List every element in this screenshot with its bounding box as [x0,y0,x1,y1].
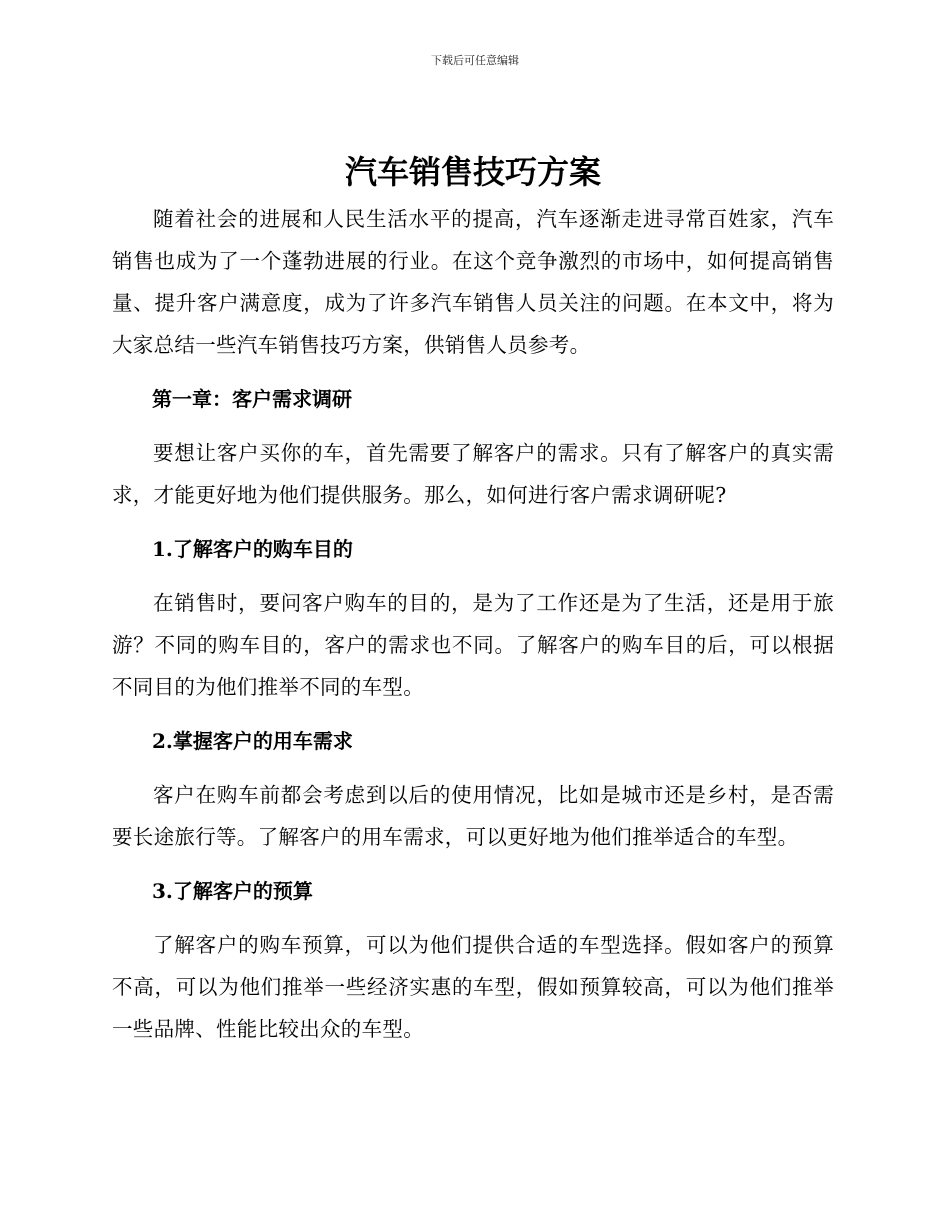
document-title: 汽车销售技巧方案 [344,153,601,191]
chapter-heading: 第一章：客户需求调研 [152,387,352,411]
section-heading-3: 3.了解客户的预算 [152,879,313,903]
section-heading-1: 1.了解客户的购车目的 [152,537,353,561]
section-paragraph-2: 客户在购车前都会考虑到以后的使用情况，比如是城市还是乡村，是否需要长途旅行等。了解客户的用车需求，可以更好地为他们推举适合的车型。 [112,783,834,849]
intro-paragraph: 随着社会的进展和人民生活水平的提高，汽车逐渐走进寻常百姓家，汽车销售也成为了一个蓬勃进展的行业。在这个竞争激烈的市场中，如何提高销售量、提升客户满意度，成为了许多汽车销售人员关注的问题。在本文中，将为大家总结一些汽车销售技巧方案，供销售人员参考。 [112,207,834,357]
chapter-paragraph: 要想让客户买你的车，首先需要了解客户的需求。只有了解客户的真实需求，才能更好地为他们提供服务。那么，如何进行客户需求调研呢? [112,441,834,507]
document-body [112,146,834,1050]
section-paragraph-3: 了解客户的购车预算，可以为他们提供合适的车型选择。假如客户的预算不高，可以为他们推举一些经济实惠的车型，假如预算较高，可以为他们推举一些品牌、性能比较出众的车型。 [112,933,834,1041]
section-paragraph-1: 在销售时，要问客户购车的目的，是为了工作还是为了生活，还是用于旅游？不同的购车目的，客户的需求也不同。了解客户的购车目的后，可以根据不同目的为他们推举不同的车型。 [112,591,834,699]
header-note: 下载后可任意编辑 [431,54,519,67]
section-heading-2: 2.掌握客户的用车需求 [152,729,353,753]
